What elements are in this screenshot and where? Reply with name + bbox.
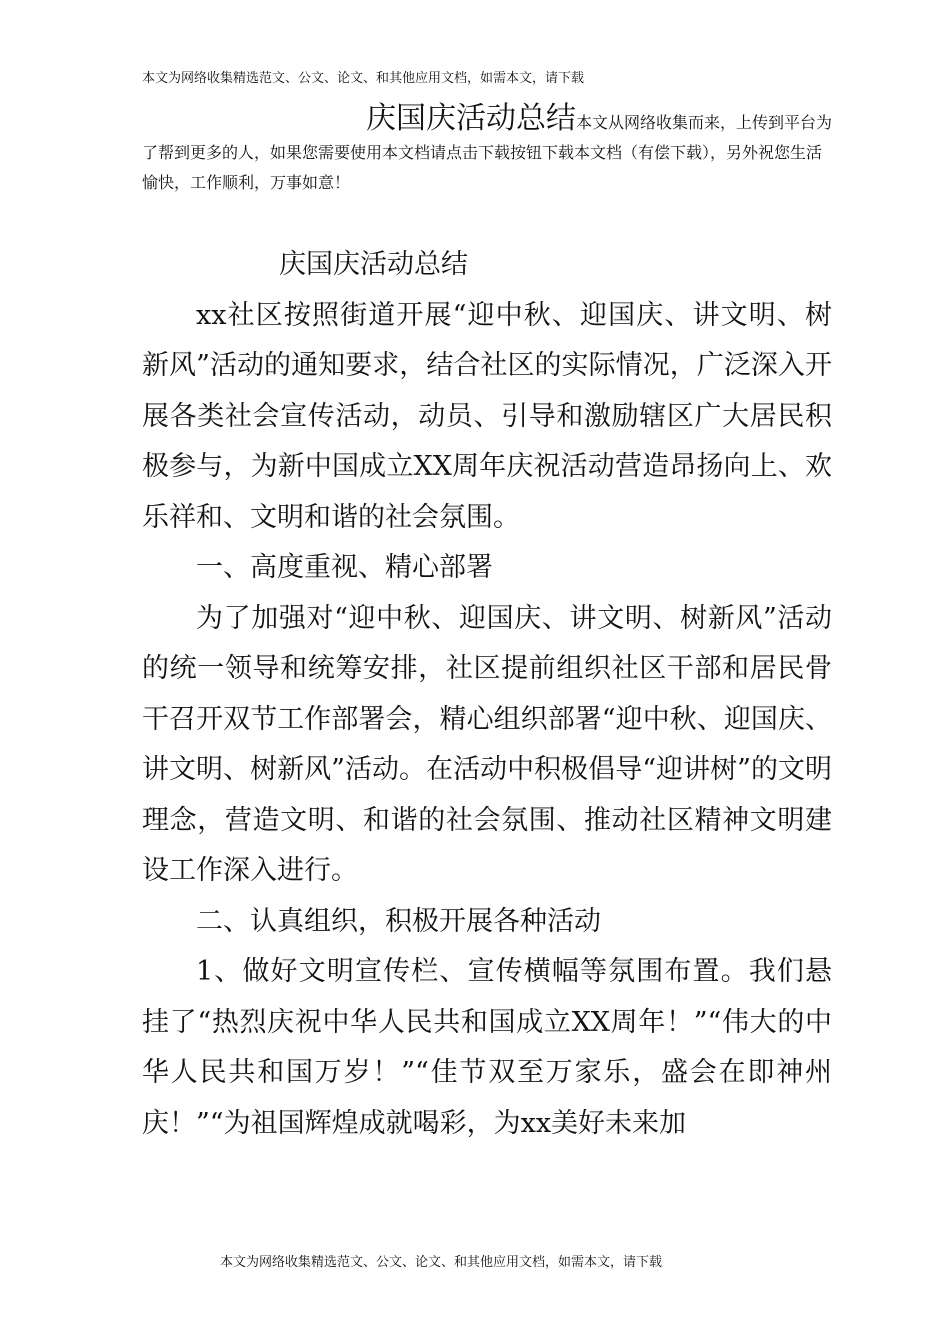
document-title: 庆国庆活动总结 [279,249,468,280]
paragraph-intro: xx社区按照街道开展“迎中秋、迎国庆、讲文明、树新风”活动的通知要求，结合社区的实际情况，广泛深入开展各类社会宣传活动，动员、引导和激励辖区广大居民积极参与，为新中国成立XX周年庆祝活动营造昂扬向上、欢乐祥和、文明和谐的社会氛围。 [142,299,832,533]
paragraph-item-1: 1、做好文明宣传栏、宣传横幅等氛围布置。我们悬挂了“热烈庆祝中华人民共和国成立XX周年！”“伟大的中华人民共和国万岁！”“佳节双至万家乐，盛会在即神州庆！”“为祖国辉煌成就喝彩，为xx美好未来加 [142,956,832,1139]
intro-block [142,100,832,198]
section-heading-1: 一、高度重视、精心部署 [196,552,493,583]
section-heading-2: 二、认真组织，积极开展各种活动 [196,905,601,937]
paragraph-section-1: 为了加强对“迎中秋、迎国庆、讲文明、树新风”活动的统一领导和统筹安排，社区提前组织社区干部和居民骨干召开双节工作部署会，精心组织部署“迎中秋、迎国庆、讲文明、树新风”活动。在活动中积极倡导“迎讲树”的文明理念，营造文明、和谐的社会氛围、推动社区精神文明建设工作深入进行。 [142,602,832,886]
document-body [142,240,832,1149]
footer-note: 本文为网络收集精选范文、公文、论文、和其他应用文档，如需本文，请下载 [220,1255,663,1270]
intro-text: 本文从网络收集而来，上传到平台为了帮到更多的人，如果您需要使用本文档请点击下载按钮下载本文档（有偿下载），另外祝您生活愉快，工作顺利，万事如意！ [142,113,833,192]
header-note: 本文为网络收集精选范文、公文、论文、和其他应用文档，如需本文，请下载 [142,71,585,86]
intro-title: 庆国庆活动总结 [366,101,576,136]
